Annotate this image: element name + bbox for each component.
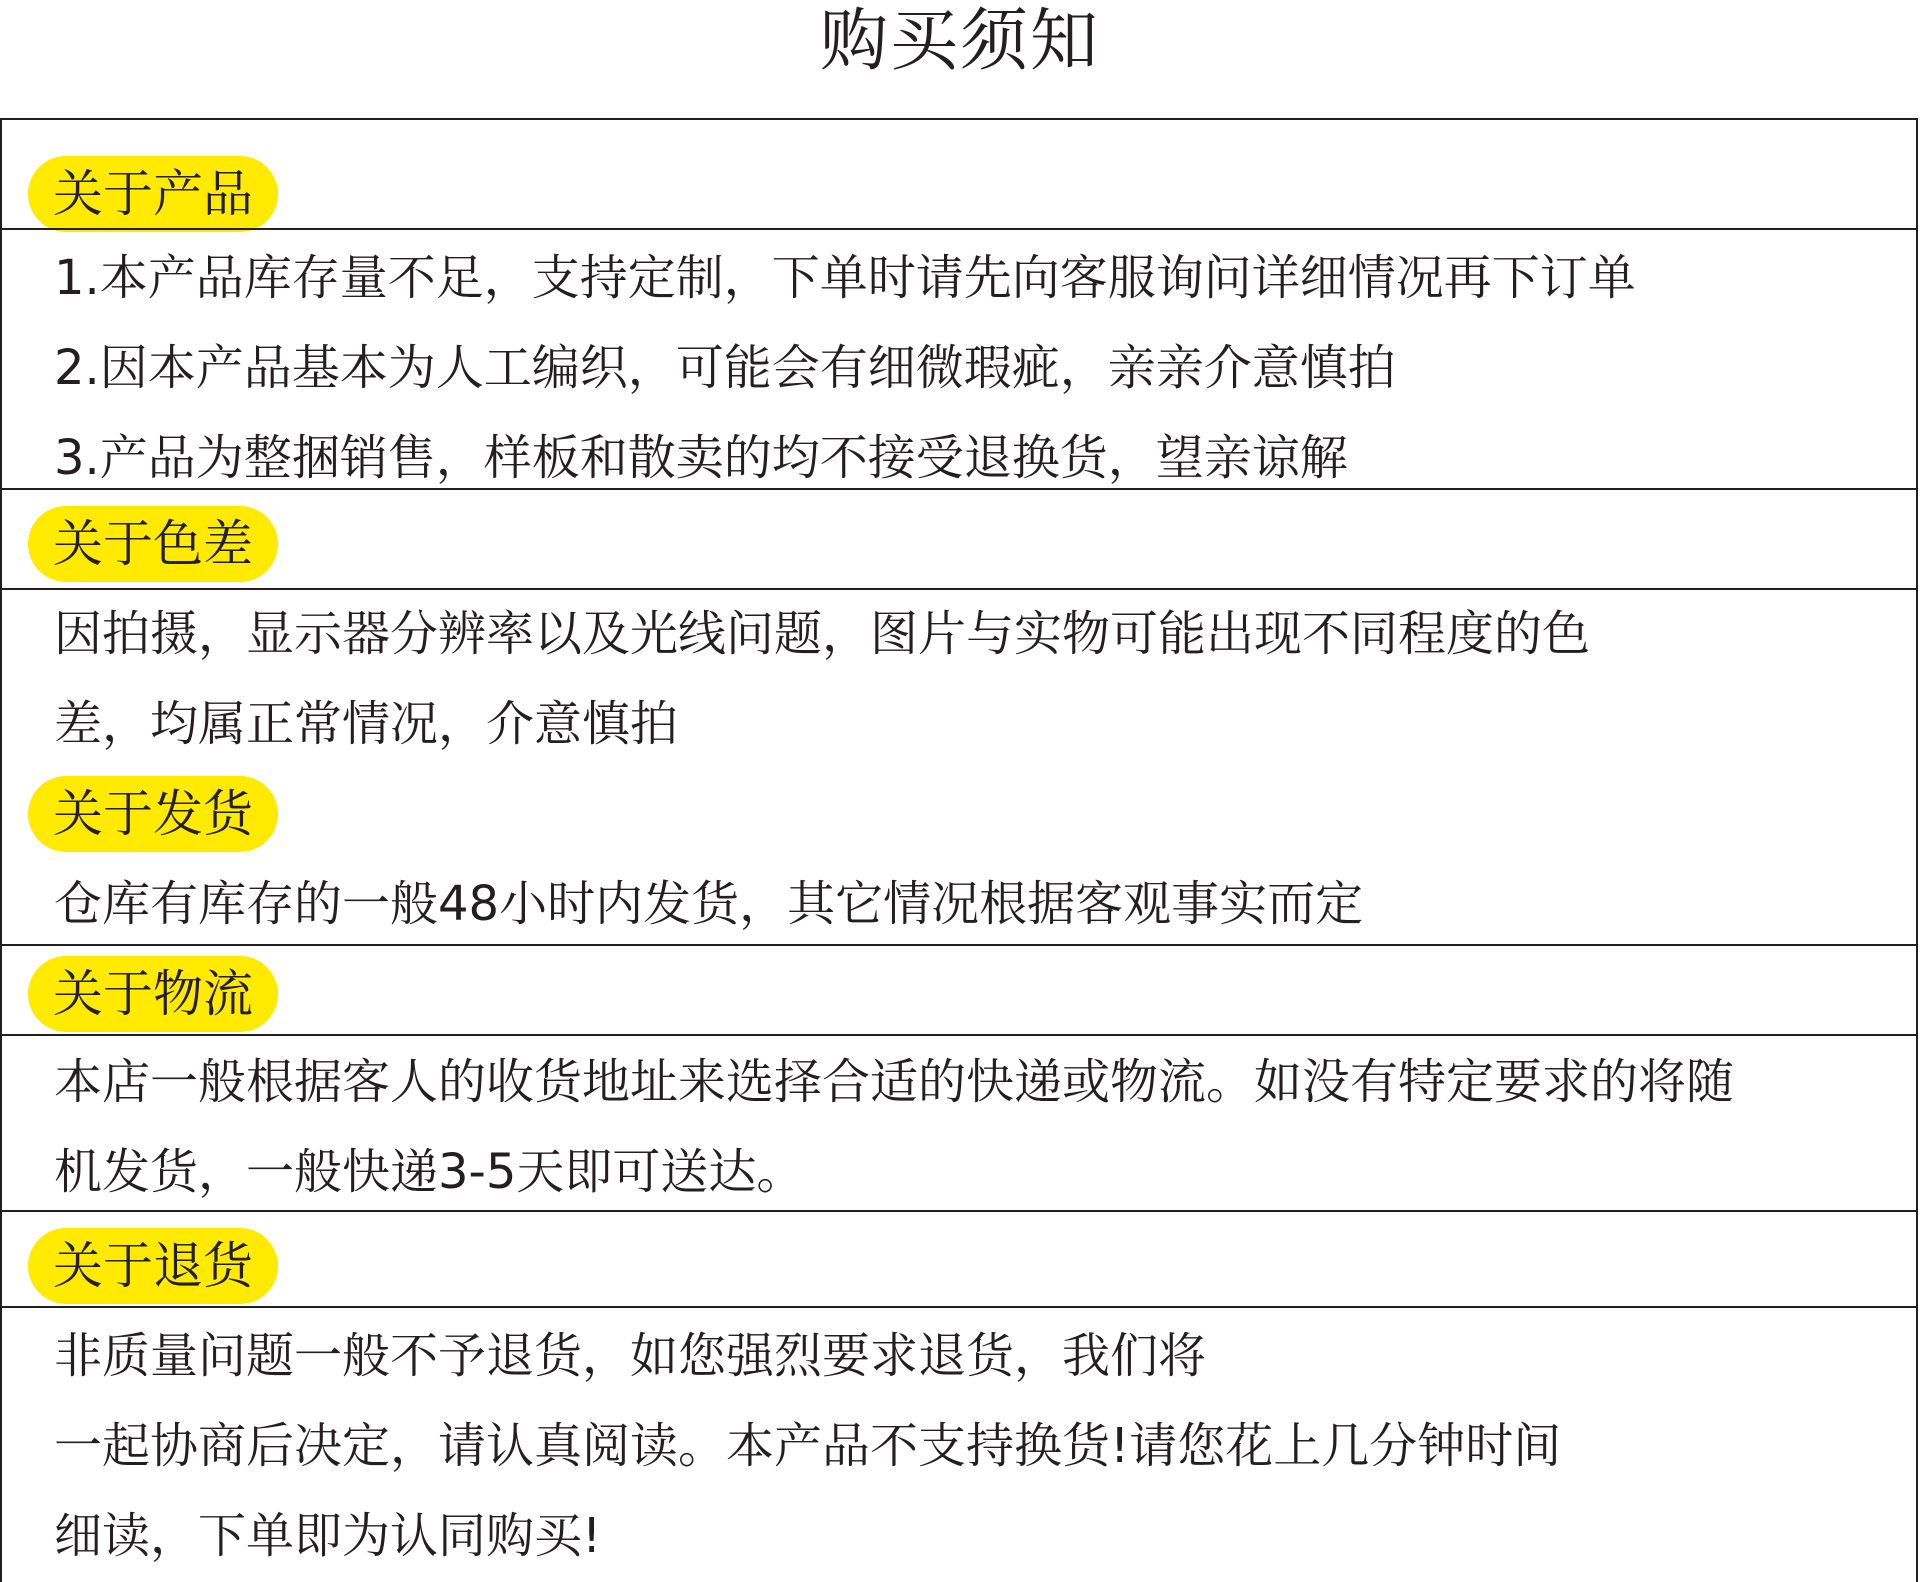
logistics-line-2: 机发货，一般快递3-5天即可送达。 (54, 1144, 805, 1200)
section-tag-logistics: 关于物流 (28, 956, 278, 1032)
logistics-line-1: 本店一般根据客人的收货地址来选择合适的快递或物流。如没有特定要求的将随 (54, 1054, 1735, 1110)
divider (2, 1306, 1916, 1308)
divider (2, 588, 1916, 590)
returns-line-1: 非质量问题一般不予退货，如您强烈要求退货，我们将 (54, 1328, 1207, 1384)
section-tag-shipping: 关于发货 (28, 776, 278, 852)
returns-line-3: 细读，下单即为认同购买! (54, 1508, 602, 1564)
section-tag-product: 关于产品 (28, 156, 278, 232)
page-title: 购买须知 (819, 2, 1100, 81)
section-tag-returns: 关于退货 (28, 1228, 278, 1304)
product-line-3: 3.产品为整捆销售，样板和散卖的均不接受退换货，望亲谅解 (54, 430, 1348, 486)
divider (2, 1210, 1916, 1212)
divider (2, 1034, 1916, 1036)
color-difference-line-1: 因拍摄，显示器分辨率以及光线问题，图片与实物可能出现不同程度的色 (54, 606, 1591, 662)
section-tag-color-difference: 关于色差 (28, 506, 278, 582)
divider (2, 944, 1916, 946)
divider (2, 488, 1916, 490)
product-line-1: 1.本产品库存量不足，支持定制，下单时请先向客服询问详细情况再下订单 (54, 250, 1636, 306)
divider (2, 228, 1916, 230)
notice-table (0, 118, 1918, 1582)
color-difference-line-2: 差，均属正常情况，介意慎拍 (54, 696, 679, 752)
returns-line-2: 一起协商后决定，请认真阅读。本产品不支持换货!请您花上几分钟时间 (54, 1418, 1562, 1474)
product-line-2: 2.因本产品基本为人工编织，可能会有细微瑕疵，亲亲介意慎拍 (54, 340, 1396, 396)
shipping-line-1: 仓库有库存的一般48小时内发货，其它情况根据客观事实而定 (54, 876, 1364, 932)
